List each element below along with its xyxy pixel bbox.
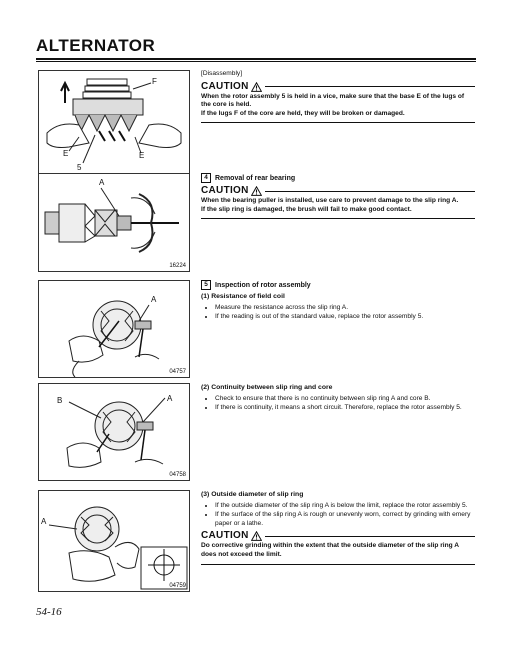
page-number: 54-16	[36, 606, 62, 618]
caution-label: CAUTION	[201, 80, 249, 92]
figure-number: 04757	[169, 369, 186, 375]
section-removal-rear-bearing	[201, 173, 475, 219]
caution-header	[201, 81, 475, 93]
figure-bearing-puller	[38, 173, 190, 272]
figure-slip-ring-diameter	[38, 490, 190, 592]
label-a: A	[167, 394, 173, 403]
caution-header	[201, 530, 475, 542]
label-a: A	[41, 517, 47, 526]
label-b: B	[57, 396, 63, 405]
section-number-box: 5	[201, 280, 211, 290]
list-item: • Measure the resistance across the slip ring A.	[215, 304, 475, 313]
caution-text-1: When the rotor assembly 5 is held in a vice, make sure that the base E of the lugs of the core is held.	[201, 92, 465, 109]
disassembly-tag: [Disassembly]	[201, 70, 243, 77]
label-a: A	[99, 178, 105, 187]
caution-text-1: Do corrective grinding within the extent that the outside diameter of the slip ring A does not exceed the limit.	[201, 542, 459, 558]
list-item: • If the reading is out of the standard value, replace the rotor assembly 5.	[215, 313, 475, 322]
figure-continuity-test	[38, 383, 190, 481]
warning-triangle-icon	[251, 186, 262, 196]
subsection-outside-diameter	[201, 488, 475, 565]
caution-rule	[265, 536, 475, 537]
caution-end-rule	[201, 218, 475, 219]
label-e-left: E	[63, 149, 69, 158]
subsection-title: (1) Resistance of field coil	[201, 293, 285, 300]
section-heading	[201, 280, 475, 290]
list-item: • Check to ensure that there is no continuity between slip ring A and core B.	[215, 395, 475, 404]
caution-rule	[265, 86, 475, 87]
page-title: ALTERNATOR	[36, 36, 156, 55]
title-rule	[36, 58, 476, 60]
subsection-continuity	[201, 381, 475, 414]
figure-number: 04759	[169, 583, 186, 589]
bullet-list	[201, 502, 475, 529]
section-inspection-rotor	[201, 280, 475, 323]
list-item: • If the outside diameter of the slip ring A is below the limit, replace the rotor assembly 5.	[215, 502, 475, 511]
figure-number: 04758	[169, 472, 186, 478]
bullet-list	[201, 304, 475, 322]
caution-text-1: When the bearing puller is installed, use care to prevent damage to the slip ring A.	[201, 197, 459, 204]
bullet-list	[201, 395, 475, 413]
figure-field-coil-test	[38, 280, 190, 378]
caution-text-2: If the lugs F of the core are held, they will be broken or damaged.	[201, 109, 405, 117]
label-a: A	[151, 295, 157, 304]
caution-rule	[265, 191, 475, 192]
field-coil-illustration	[39, 281, 189, 377]
label-e-right: E	[139, 151, 145, 160]
section-heading	[201, 173, 475, 183]
list-item: • If the surface of the slip ring A is rough or unevenly worn, correct by grinding with emery paper or a lathe.	[215, 511, 475, 528]
title-rule-thin	[36, 61, 476, 62]
caution-end-rule	[201, 564, 475, 565]
section-title: Inspection of rotor assembly	[215, 281, 311, 289]
label-5: 5	[77, 163, 82, 172]
list-item: • If there is continuity, it means a short circuit. Therefore, replace the rotor assembly 5.	[215, 404, 475, 413]
caution-end-rule	[201, 122, 475, 123]
section-number-box: 4	[201, 173, 211, 183]
caution-text-2: If the slip ring is damaged, the brush will fail to make good contact.	[201, 205, 412, 213]
warning-triangle-icon	[251, 531, 262, 541]
section-title: Removal of rear bearing	[215, 174, 296, 182]
slip-ring-illustration	[39, 491, 189, 591]
caution-header	[201, 185, 475, 197]
figure-number: 16224	[169, 263, 186, 269]
caution-label: CAUTION	[201, 530, 249, 542]
disassembly-section	[201, 70, 475, 123]
subsection-title: (2) Continuity between slip ring and core	[201, 384, 333, 391]
bearing-puller-illustration	[39, 174, 189, 271]
subsection-title: (3) Outside diameter of slip ring	[201, 491, 304, 498]
caution-label: CAUTION	[201, 185, 249, 196]
warning-triangle-icon	[251, 82, 262, 92]
label-f: F	[152, 77, 157, 86]
